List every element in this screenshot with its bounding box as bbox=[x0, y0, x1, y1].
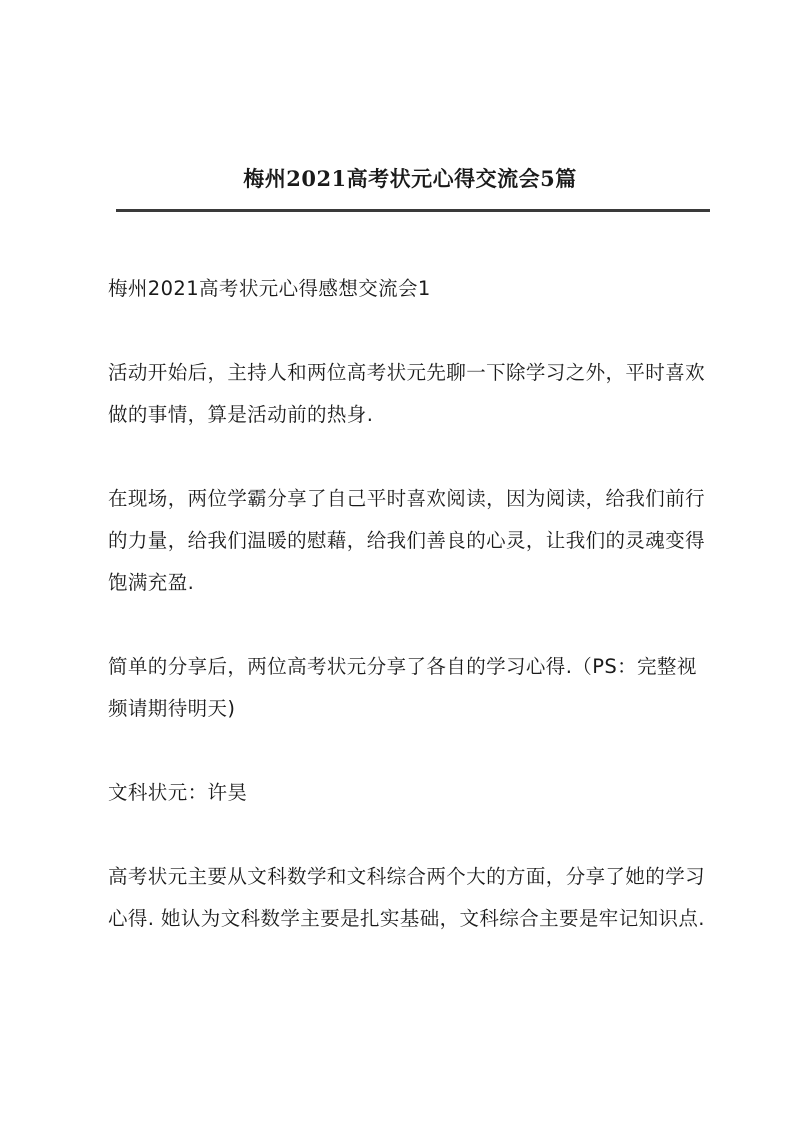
document-body bbox=[108, 268, 710, 982]
document-title: 梅州2021高考状元心得交流会5篇 bbox=[243, 166, 577, 191]
title-divider bbox=[116, 209, 710, 212]
paragraph: 活动开始后，主持人和两位高考状元先聊一下除学习之外，平时喜欢做的事情，算是活动前的热身. bbox=[108, 361, 706, 426]
paragraph: 在现场，两位学霸分享了自己平时喜欢阅读，因为阅读，给我们前行的力量，给我们温暖的慰藉，给我们善良的心灵，让我们的灵魂变得饱满充盈. bbox=[108, 487, 706, 594]
paragraph: 简单的分享后，两位高考状元分享了各自的学习心得.（PS：完整视频请期待明天) bbox=[108, 655, 697, 720]
paragraph: 高考状元主要从文科数学和文科综合两个大的方面，分享了她的学习心得. 她认为文科数学主要是扎实基础，文科综合主要是牢记知识点. bbox=[108, 865, 706, 930]
section-heading: 梅州2021高考状元心得感想交流会1 bbox=[108, 277, 431, 300]
paragraph: 文科状元：许昊 bbox=[108, 781, 248, 804]
